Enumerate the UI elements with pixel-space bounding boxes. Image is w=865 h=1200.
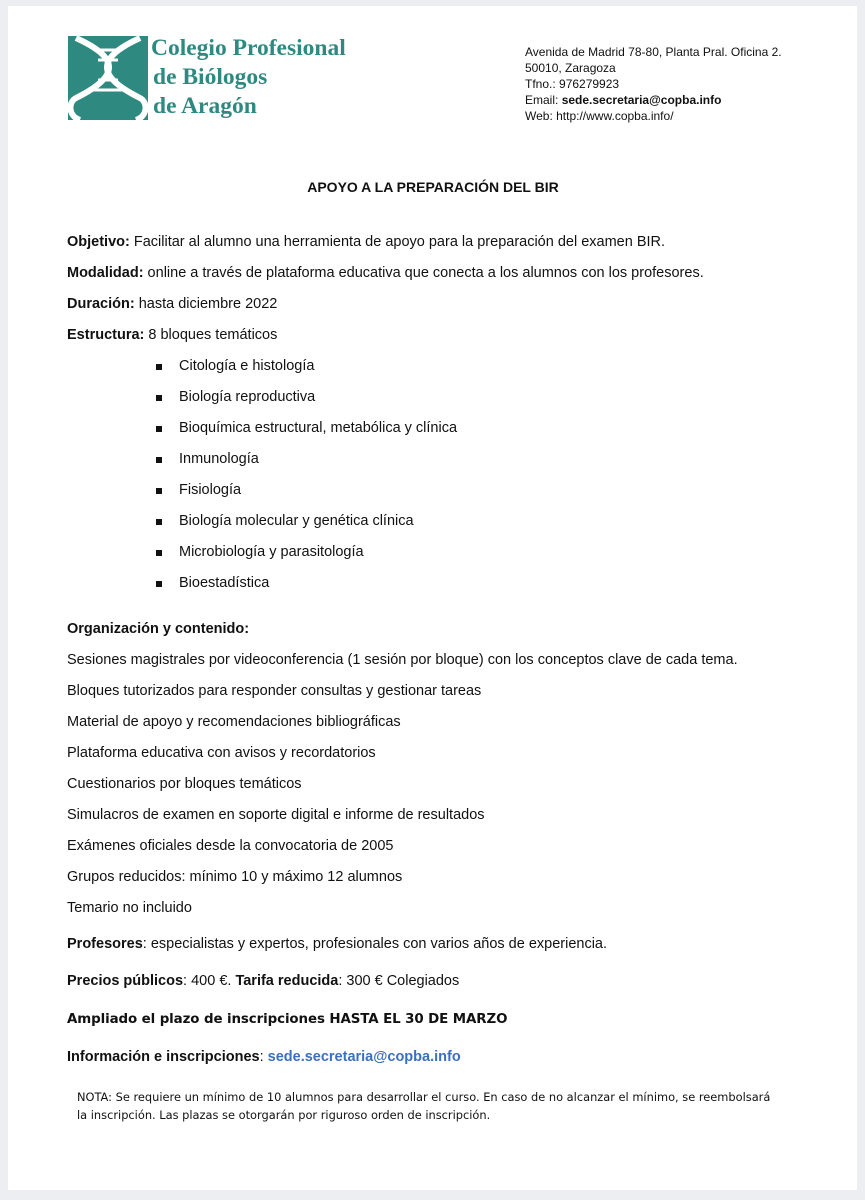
profesores-text: : especialistas y expertos, profesionales con varios años de experiencia. bbox=[142, 936, 608, 952]
organizacion-item: Simulacros de examen en soporte digital e informe de resultados bbox=[67, 807, 485, 823]
organization-name bbox=[151, 34, 346, 121]
list-item: Bioestadística bbox=[179, 575, 270, 591]
estructura-line bbox=[67, 327, 277, 343]
objetivo-label: Objetivo: bbox=[67, 234, 130, 250]
dna-logo-icon bbox=[68, 36, 148, 120]
info-sep: : bbox=[259, 1049, 268, 1065]
organizacion-item: Bloques tutorizados para responder consultas y gestionar tareas bbox=[67, 683, 482, 699]
page-title: APOYO A LA PREPARACIÓN DEL BIR bbox=[307, 179, 559, 195]
tarifa-reducida-text: : 300 € Colegiados bbox=[338, 973, 460, 989]
profesores-line bbox=[67, 936, 607, 952]
bullet-icon bbox=[156, 426, 162, 432]
list-item: Biología molecular y genética clínica bbox=[179, 513, 414, 529]
contact-address bbox=[525, 44, 782, 124]
bullet-icon bbox=[156, 395, 162, 401]
organizacion-item: Cuestionarios por bloques temáticos bbox=[67, 776, 302, 792]
logo-line-2: de Biólogos bbox=[153, 64, 268, 90]
header-email[interactable]: sede.secretaria@copba.info bbox=[561, 93, 722, 107]
info-label: Información e inscripciones bbox=[67, 1049, 260, 1065]
document-page bbox=[8, 6, 857, 1190]
organizacion-item: Temario no incluido bbox=[67, 900, 192, 916]
list-item: Bioquímica estructural, metabólica y clínica bbox=[179, 420, 458, 436]
email-line bbox=[525, 92, 782, 108]
organizacion-item: Grupos reducidos: mínimo 10 y máximo 12 alumnos bbox=[67, 869, 403, 885]
organizacion-item: Plataforma educativa con avisos y recordatorios bbox=[67, 745, 376, 761]
precios-line bbox=[67, 973, 459, 989]
address-line-1: Avenida de Madrid 78-80, Planta Pral. Oficina 2. bbox=[525, 45, 782, 59]
organizacion-item: Material de apoyo y recomendaciones bibliográficas bbox=[67, 714, 401, 730]
organizacion-item: Exámenes oficiales desde la convocatoria de 2005 bbox=[67, 838, 394, 854]
estructura-label: Estructura: bbox=[67, 327, 145, 343]
info-line bbox=[67, 1049, 461, 1065]
list-item: Inmunología bbox=[179, 451, 259, 467]
duracion-label: Duración: bbox=[67, 296, 135, 312]
precios-text: : 400 €. bbox=[183, 973, 236, 989]
duracion-line bbox=[67, 296, 277, 312]
info-email-link[interactable]: sede.secretaria@copba.info bbox=[267, 1049, 461, 1065]
duracion-text: hasta diciembre 2022 bbox=[134, 296, 278, 312]
precios-label: Precios públicos bbox=[67, 973, 184, 989]
modalidad-line bbox=[67, 265, 704, 281]
email-label: Email: bbox=[525, 93, 562, 107]
profesores-label: Profesores bbox=[67, 936, 143, 952]
estructura-text: 8 bloques temáticos bbox=[144, 327, 278, 343]
bullet-icon bbox=[156, 519, 162, 525]
objetivo-text: Facilitar al alumno una herramienta de apoyo para la preparación del examen BIR. bbox=[129, 234, 666, 250]
logo-line-3: de Aragón bbox=[153, 93, 257, 119]
organizacion-heading: Organización y contenido: bbox=[67, 621, 250, 637]
bullet-icon bbox=[156, 550, 162, 556]
deadline-notice: Ampliado el plazo de inscripciones HASTA EL 30 DE MARZO bbox=[67, 1012, 508, 1027]
organizacion-item: Sesiones magistrales por videoconferencia (1 sesión por bloque) con los conceptos clave de cada tema. bbox=[67, 652, 738, 668]
list-item: Citología e histología bbox=[179, 358, 315, 374]
objetivo-line bbox=[67, 234, 665, 250]
modalidad-label: Modalidad: bbox=[67, 265, 144, 281]
nota-text: NOTA: Se requiere un mínimo de 10 alumnos para desarrollar el curso. En caso de no alcanzar el mínimo, se reembolsará la inscripción. Las plazas se otorgarán por riguroso orden de inscripción. bbox=[77, 1090, 771, 1122]
address-line-2: 50010, Zaragoza bbox=[525, 61, 616, 75]
tarifa-reducida-label: Tarifa reducida bbox=[235, 973, 339, 989]
phone: Tfno.: 976279923 bbox=[525, 77, 620, 91]
modalidad-text: online a través de plataforma educativa que conecta a los alumnos con los profesores. bbox=[143, 265, 704, 281]
bullet-icon bbox=[156, 457, 162, 463]
list-item: Biología reproductiva bbox=[179, 389, 316, 405]
web-line[interactable]: Web: http://www.copba.info/ bbox=[525, 109, 674, 123]
bullet-icon bbox=[156, 581, 162, 587]
logo-line-1: Colegio Profesional bbox=[151, 35, 346, 61]
list-item: Fisiología bbox=[179, 482, 242, 498]
list-item: Microbiología y parasitología bbox=[179, 544, 364, 560]
bullet-icon bbox=[156, 488, 162, 494]
bullet-icon bbox=[156, 364, 162, 370]
